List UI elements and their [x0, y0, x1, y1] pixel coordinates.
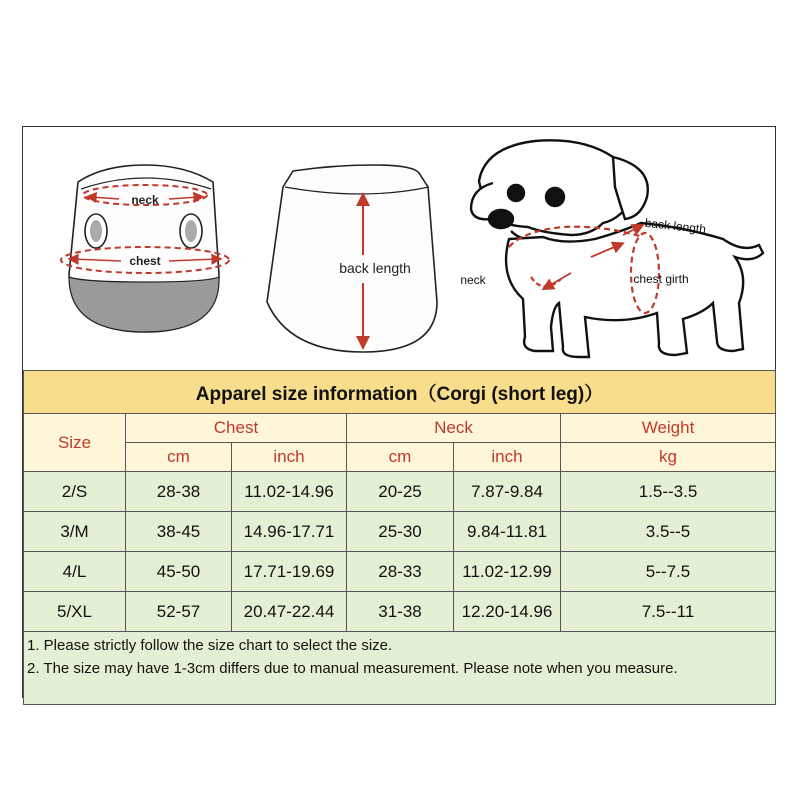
table-row	[24, 552, 776, 592]
cell-size: 3/M	[24, 512, 126, 552]
front-chest-label: chest	[129, 254, 161, 268]
cell-weight: 7.5--11	[561, 592, 776, 632]
note-line: 2. The size may have 1-3cm differs due to manual measurement. Please note when you measure.	[27, 660, 678, 677]
cell-chest-cm: 28-38	[126, 472, 232, 512]
notes-cell	[24, 632, 776, 705]
measurement-illustrations	[23, 127, 775, 370]
note-line: 1. Please strictly follow the size chart to select the size.	[27, 637, 393, 654]
header-chest-cm: cm	[126, 443, 232, 472]
cell-neck-inch: 12.20-14.96	[454, 592, 561, 632]
size-chart-sheet	[22, 126, 776, 698]
cell-weight: 3.5--5	[561, 512, 776, 552]
cell-neck-cm: 20-25	[347, 472, 454, 512]
size-table	[23, 370, 776, 705]
cell-chest-inch: 14.96-17.71	[232, 512, 347, 552]
cell-neck-cm: 25-30	[347, 512, 454, 552]
header-neck: Neck	[347, 414, 561, 443]
header-weight: Weight	[561, 414, 776, 443]
cell-neck-cm: 31-38	[347, 592, 454, 632]
front-neck-label: neck	[131, 193, 159, 207]
cell-neck-cm: 28-33	[347, 552, 454, 592]
cell-neck-inch: 9.84-11.81	[454, 512, 561, 552]
table-row	[24, 512, 776, 552]
cell-size: 4/L	[24, 552, 126, 592]
dog-figure	[471, 140, 763, 357]
header-weight-kg: kg	[561, 443, 776, 472]
cell-weight: 1.5--3.5	[561, 472, 776, 512]
cell-neck-inch: 7.87-9.84	[454, 472, 561, 512]
dog-neck-label: neck	[460, 273, 486, 287]
header-size: Size	[24, 414, 126, 472]
table-row	[24, 472, 776, 512]
cell-weight: 5--7.5	[561, 552, 776, 592]
cell-chest-inch: 17.71-19.69	[232, 552, 347, 592]
header-chest-inch: inch	[232, 443, 347, 472]
dog-chest-girth-label: chest girth	[633, 272, 689, 286]
cell-size: 2/S	[24, 472, 126, 512]
front-garment-figure	[61, 165, 229, 332]
cell-neck-inch: 11.02-12.99	[454, 552, 561, 592]
table-title: Apparel size information（Corgi (short leg)）	[24, 371, 776, 414]
cell-chest-cm: 38-45	[126, 512, 232, 552]
cell-chest-cm: 52-57	[126, 592, 232, 632]
cell-chest-cm: 45-50	[126, 552, 232, 592]
header-neck-cm: cm	[347, 443, 454, 472]
cell-size: 5/XL	[24, 592, 126, 632]
cell-chest-inch: 20.47-22.44	[232, 592, 347, 632]
dog-back-length-label: back length	[644, 215, 707, 237]
header-neck-inch: inch	[454, 443, 561, 472]
header-chest: Chest	[126, 414, 347, 443]
illustration-canvas	[23, 127, 775, 370]
cell-chest-inch: 11.02-14.96	[232, 472, 347, 512]
back-garment-figure	[267, 165, 437, 352]
table-row	[24, 592, 776, 632]
back-length-label: back length	[339, 260, 411, 276]
